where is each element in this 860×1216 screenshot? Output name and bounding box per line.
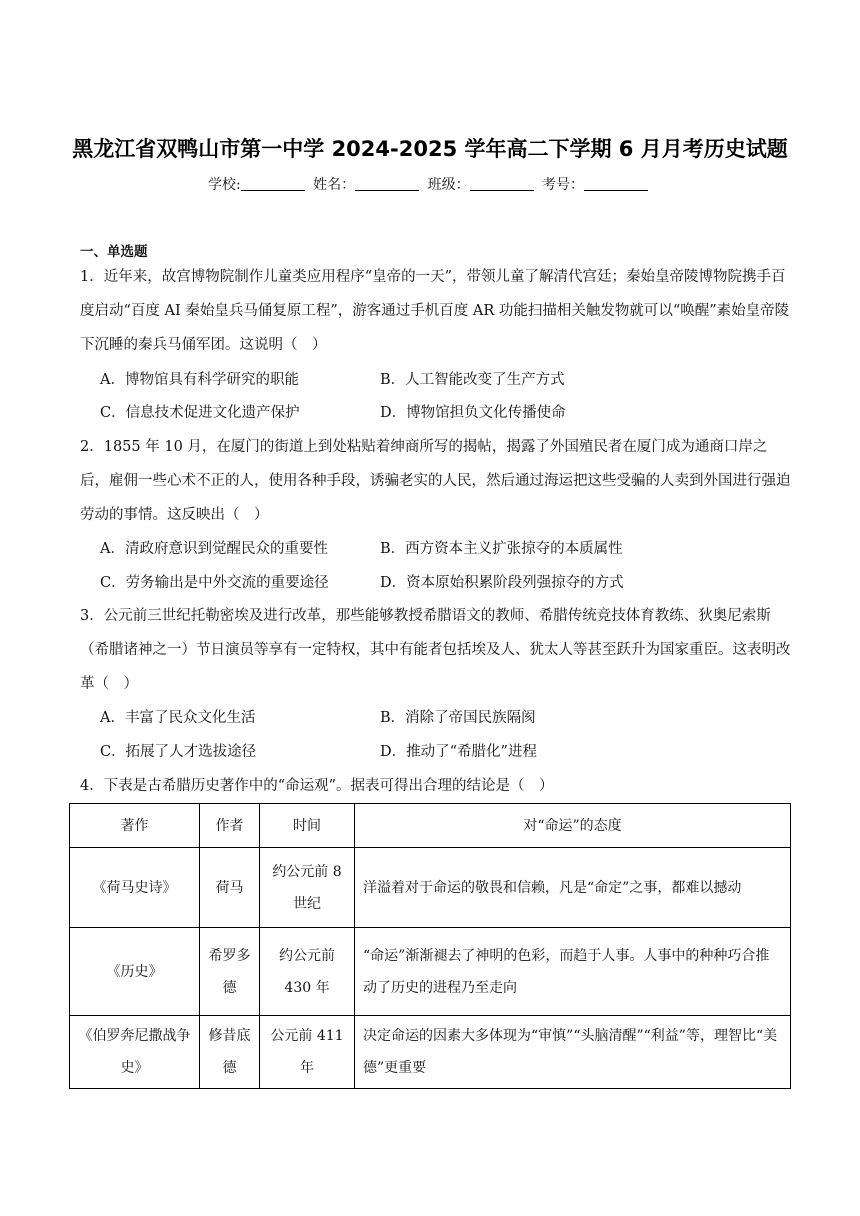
number-label: 考号： [542, 177, 585, 193]
table-row [70, 1016, 791, 1089]
table-header-cell: 时间 [260, 804, 355, 848]
work-cell: 《荷马史诗》 [70, 848, 200, 928]
table-header-cell: 对“命运”的态度 [355, 804, 791, 848]
question-1-option-a[interactable]: A．博物馆具有科学研究的职能 [100, 372, 299, 388]
table-header-cell: 著作 [70, 804, 200, 848]
question-2-option-a[interactable]: A．清政府意识到觉醒民众的重要性 [100, 541, 328, 557]
class-label: 班级： [427, 177, 470, 193]
table-header-cell: 作者 [200, 804, 260, 848]
question-1-option-b[interactable]: B．人工智能改变了生产方式 [380, 372, 565, 388]
school-blank[interactable] [241, 176, 305, 191]
attitude-cell: 决定命运的因素大多体现为“审慎”“头脑清醒”“利益”等，理智比“美德”更重要 [355, 1016, 791, 1089]
time-cell: 约公元前 8 世纪 [260, 848, 355, 928]
work-cell: 《伯罗奔尼撒战争史》 [70, 1016, 200, 1089]
time-cell: 公元前 411 年 [260, 1016, 355, 1089]
question-1-option-d[interactable]: D．博物馆担负文化传播使命 [380, 405, 566, 421]
name-blank[interactable] [355, 176, 419, 191]
question-3-option-c[interactable]: C．拓展了人才选拔途径 [100, 744, 257, 760]
class-blank[interactable] [470, 176, 534, 191]
author-cell: 荷马 [200, 848, 260, 928]
author-cell: 希罗多德 [200, 928, 260, 1016]
table-row [70, 848, 791, 928]
question-3-option-d[interactable]: D．推动了“希腊化”进程 [380, 744, 537, 760]
question-3-option-b[interactable]: B．消除了帝国民族隔阂 [380, 710, 536, 726]
work-cell: 《历史》 [70, 928, 200, 1016]
question-2-option-c[interactable]: C．劳务输出是中外交流的重要途径 [100, 575, 329, 591]
exam-title: 黑龙江省双鸭山市第一中学 2024-2025 学年高二下学期 6 月月考历史试题 [72, 137, 788, 161]
question-2-option-b[interactable]: B．西方资本主义扩张掠夺的本质属性 [380, 541, 623, 557]
attitude-cell: 洋溢着对于命运的敬畏和信赖，凡是“命定”之事，都难以撼动 [355, 848, 791, 928]
number-blank[interactable] [584, 176, 648, 191]
question-1-option-c[interactable]: C．信息技术促进文化遗产保护 [100, 405, 300, 421]
table-row [70, 928, 791, 1016]
time-cell: 约公元前 430 年 [260, 928, 355, 1016]
question-3-option-a[interactable]: A．丰富了民众文化生活 [100, 710, 256, 726]
question-3-stem: 3．公元前三世纪托勒密埃及进行改革，那些能够教授希腊语文的教师、希腊传统竞技体育教练、狄奥尼索斯（希腊诸神之一）节日演员等享有一定特权，其中有能者包括埃及人、犹太人等甚至跃升为国家重臣。这表明改革（ ） [80, 608, 791, 692]
attitude-cell: “命运”渐渐褪去了神明的色彩，而趋于人事。人事中的种种巧合推动了历史的进程乃至走向 [355, 928, 791, 1016]
question-2-stem: 2．1855 年 10 月，在厦门的街道上到处粘贴着绅商所写的揭帖，揭露了外国殖民者在厦门成为通商口岸之后，雇佣一些心术不正的人，使用各种手段，诱骗老实的人民，然后通过海运把这些受骗的人卖到外国进行强迫劳动的事情。这反映出（ ） [80, 439, 791, 523]
table-header-row [70, 804, 791, 848]
question-1-stem: 1．近年来，故宫博物院制作儿童类应用程序“皇帝的一天”，带领儿童了解清代宫廷；秦始皇帝陵博物院携手百度启动“百度 AI 秦始皇兵马俑复原工程”，游客通过手机百度 AR 功能扫描相关触发物就可以“唤醒”素始皇帝陵下沉睡的秦兵马俑军团。这说明（ ） [80, 269, 790, 353]
author-cell: 修昔底德 [200, 1016, 260, 1089]
student-info-line [0, 174, 860, 194]
fate-view-table [69, 803, 791, 1089]
school-label: 学校: [207, 177, 241, 193]
section-heading: 一、单选题 [80, 244, 148, 260]
question-2-option-d[interactable]: D．资本原始积累阶段列强掠夺的方式 [380, 575, 624, 591]
question-4-stem: 4．下表是古希腊历史著作中的“命运观”。据表可得出合理的结论是（ ） [80, 778, 554, 794]
name-label: 姓名： [313, 177, 356, 193]
